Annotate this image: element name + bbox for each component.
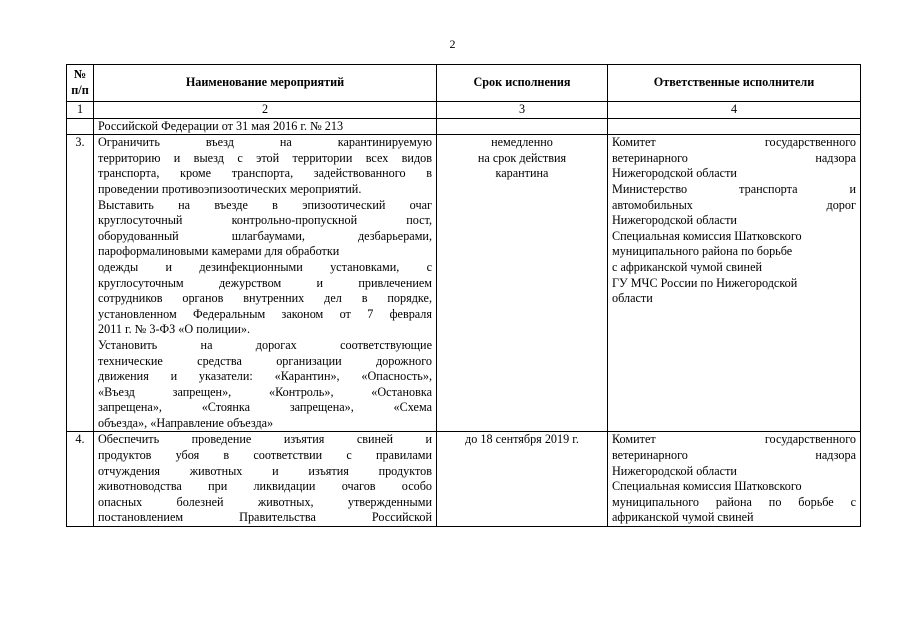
continuation-row bbox=[67, 118, 861, 135]
measure-line: круглосуточный контрольно-пропускной пост, bbox=[98, 213, 432, 228]
responsible-line: ветеринарного надзора bbox=[612, 448, 856, 463]
responsible-line: Специальная комиссия Шатковского bbox=[612, 479, 802, 494]
continuation-text: Российской Федерации от 31 мая 2016 г. № 213 bbox=[94, 118, 437, 135]
page-number: 2 bbox=[449, 37, 456, 51]
header-resp-label: Ответственные исполнители bbox=[653, 75, 815, 90]
measure-line: одежды и дезинфекционными установками, с bbox=[98, 259, 432, 274]
measure-line: проведении противоэпизоотических мероприятий. bbox=[98, 181, 362, 196]
measure-line: территорию и выезд с этой территории всех видов bbox=[98, 150, 432, 165]
measure-line: оборудованный шлагбаумами, дезбарьерами, bbox=[98, 228, 432, 243]
numbering-cell: 4 bbox=[608, 102, 861, 119]
table-row bbox=[67, 432, 861, 527]
measures-table bbox=[66, 64, 861, 527]
numbering-row bbox=[67, 102, 861, 119]
measure-line: сотрудников органов внутренних дел в порядке, bbox=[98, 291, 432, 306]
measure-line: Ограничить въезд на карантинируемую bbox=[98, 135, 432, 150]
header-term bbox=[437, 65, 608, 102]
row-responsible bbox=[608, 432, 861, 527]
header-num bbox=[67, 65, 94, 102]
responsible-line: Специальная комиссия Шатковского bbox=[612, 228, 802, 243]
measure-line: транспорта, кроме транспорта, задействованного в bbox=[98, 166, 432, 181]
row-term bbox=[437, 432, 608, 527]
measure-line: движения и указатели: «Карантин», «Опасность», bbox=[98, 369, 432, 384]
responsible-line: Комитет государственного bbox=[612, 135, 856, 150]
row-number: 3. bbox=[67, 135, 94, 432]
measure-line: Выставить на въезде в эпизоотический очаг bbox=[98, 197, 432, 212]
responsible-line: области bbox=[612, 291, 653, 306]
header-resp bbox=[608, 65, 861, 102]
header-name bbox=[94, 65, 437, 102]
header-num-label: № п/п bbox=[71, 67, 89, 97]
responsible-line: Нижегородской области bbox=[612, 166, 737, 181]
measure-line: Установить на дорогах соответствующие bbox=[98, 337, 432, 352]
responsible-line: Министерство транспорта и bbox=[612, 181, 856, 196]
table-row bbox=[67, 135, 861, 432]
measure-line: Обеспечить проведение изъятия свиней и bbox=[98, 432, 432, 447]
row-term bbox=[437, 135, 608, 432]
numbering-cell: 2 bbox=[94, 102, 437, 119]
measure-line: животноводства при ликвидации очагов особо bbox=[98, 479, 432, 494]
term-line: на срок действия bbox=[477, 150, 567, 165]
responsible-line: африканской чумой свиней bbox=[612, 510, 754, 525]
row-number: 4. bbox=[67, 432, 94, 527]
measure-line: установленном Федеральным законом от 7 февраля bbox=[98, 306, 432, 321]
measure-line: технические средства организации дорожного bbox=[98, 353, 432, 368]
responsible-line: с африканской чумой свиней bbox=[612, 259, 762, 274]
header-term-label: Срок исполнения bbox=[473, 75, 571, 90]
term-line: немедленно bbox=[491, 135, 553, 150]
measure-line: постановлением Правительства Российской bbox=[98, 510, 432, 525]
continuation-resp bbox=[608, 118, 861, 135]
measure-line: 2011 г. № 3-ФЗ «О полиции». bbox=[98, 322, 251, 337]
numbering-cell: 3 bbox=[437, 102, 608, 119]
responsible-line: муниципального района по борьбе bbox=[612, 244, 793, 259]
responsible-line: автомобильных дорог bbox=[612, 197, 856, 212]
header-row bbox=[67, 65, 861, 102]
responsible-line: ветеринарного надзора bbox=[612, 150, 856, 165]
responsible-line: ГУ МЧС России по Нижегородской bbox=[612, 275, 798, 290]
responsible-line: муниципального района по борьбе с bbox=[612, 494, 856, 509]
continuation-num bbox=[67, 118, 94, 135]
measure-line: запрещена», «Стоянка запрещена», «Схема bbox=[98, 400, 432, 415]
responsible-line: Нижегородской области bbox=[612, 213, 737, 228]
measure-line: продуктов убоя в соответствии с правилами bbox=[98, 448, 432, 463]
measure-line: пароформалиновыми камерами для обработки bbox=[98, 244, 340, 259]
responsible-line: Комитет государственного bbox=[612, 432, 856, 447]
row-measures bbox=[94, 432, 437, 527]
term-line: карантина bbox=[495, 166, 549, 181]
continuation-term bbox=[437, 118, 608, 135]
measure-line: объезда», «Направление объезда» bbox=[98, 415, 274, 430]
measure-line: круглосуточным дежурством и привлечением bbox=[98, 275, 432, 290]
row-measures bbox=[94, 135, 437, 432]
header-name-label: Наименование мероприятий bbox=[185, 75, 345, 90]
measure-line: опасных болезней животных, утвержденными bbox=[98, 494, 432, 509]
term-line: до 18 сентября 2019 г. bbox=[465, 432, 579, 447]
row-responsible bbox=[608, 135, 861, 432]
numbering-cell: 1 bbox=[67, 102, 94, 119]
responsible-line: Нижегородской области bbox=[612, 463, 737, 478]
measure-line: отчуждения животных и изъятия продуктов bbox=[98, 463, 432, 478]
measure-line: «Въезд запрещен», «Контроль», «Остановка bbox=[98, 384, 432, 399]
